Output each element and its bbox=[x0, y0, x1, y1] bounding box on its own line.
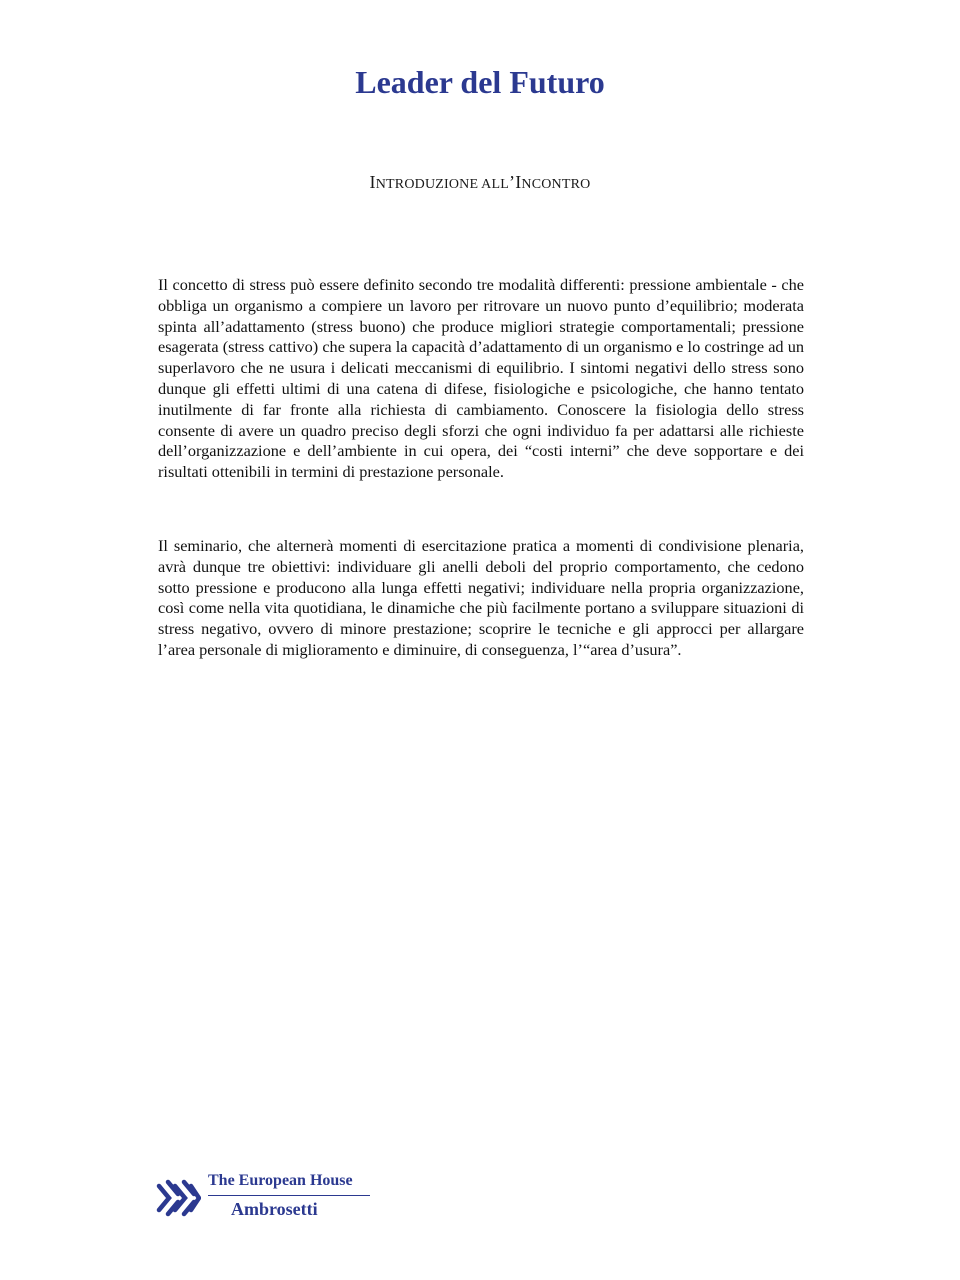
section-subtitle bbox=[0, 172, 960, 193]
subtitle-cap-1: I bbox=[369, 172, 376, 192]
subtitle-apostrophe: ’ bbox=[508, 172, 516, 192]
company-logo bbox=[155, 1172, 375, 1224]
logo-name-line2: Ambrosetti bbox=[231, 1199, 318, 1219]
subtitle-smallcaps-1: NTRODUZIONE ALL bbox=[375, 177, 509, 192]
paragraph-stress-concept: Il concetto di stress può essere definito secondo tre modalità differenti: pressione ambientale - che obbliga un organismo a compiere un lavoro per ritrovare un nuovo punto d’equilibrio; moderata spinta all’adattamento (stress buono) che produce migliori strategie comportamentali; pressione esagerata (stress cattivo) che supera la capacità d’adattamento di un organismo e lo costringe ad un superlavoro che ne usura i delicati meccanismi di equilibrio. I sintomi negativi dello stress sono dunque gli effetti ultimi di una catena di difese, fisiologiche e psicologiche, che hanno tentato inutilmente di far fronte alla richiesta di cambiamento. Conoscere la fisiologia dello stress consente di avere un quadro preciso degli sforzi che ogni individuo fa per adattarsi alle richieste dell’organizzazione e dell’ambiente in cui opera, dei “costi interni” che deve sopportare e dei risultati ottenibili in termini di prestazione personale. bbox=[158, 275, 804, 482]
subtitle-cap-2: I bbox=[515, 172, 522, 192]
page-title: Leader del Futuro bbox=[355, 64, 605, 100]
logo-name-line1: The European House bbox=[208, 1172, 353, 1189]
logo-divider bbox=[208, 1195, 370, 1196]
paragraph-seminar-objectives: Il seminario, che alternerà momenti di esercitazione pratica a momenti di condivisione plenaria, avrà dunque tre obiettivi: individuare gli anelli deboli del proprio comportamento, che cedono sotto pressione e producono alla lunga effetti negativi; individuare nella propria organizzazione, così come nella vita quotidiana, le dinamiche che più facilmente portano a sviluppare situazioni di stress negativo, ovvero di minore prestazione; scoprire le tecniche e gli approcci per allargare l’area personale di miglioramento e diminuire, di conseguenza, l’“area d’usura”. bbox=[158, 536, 804, 659]
subtitle-smallcaps-2: NCONTRO bbox=[521, 177, 591, 192]
ambrosetti-logo-mark-icon bbox=[155, 1178, 201, 1218]
